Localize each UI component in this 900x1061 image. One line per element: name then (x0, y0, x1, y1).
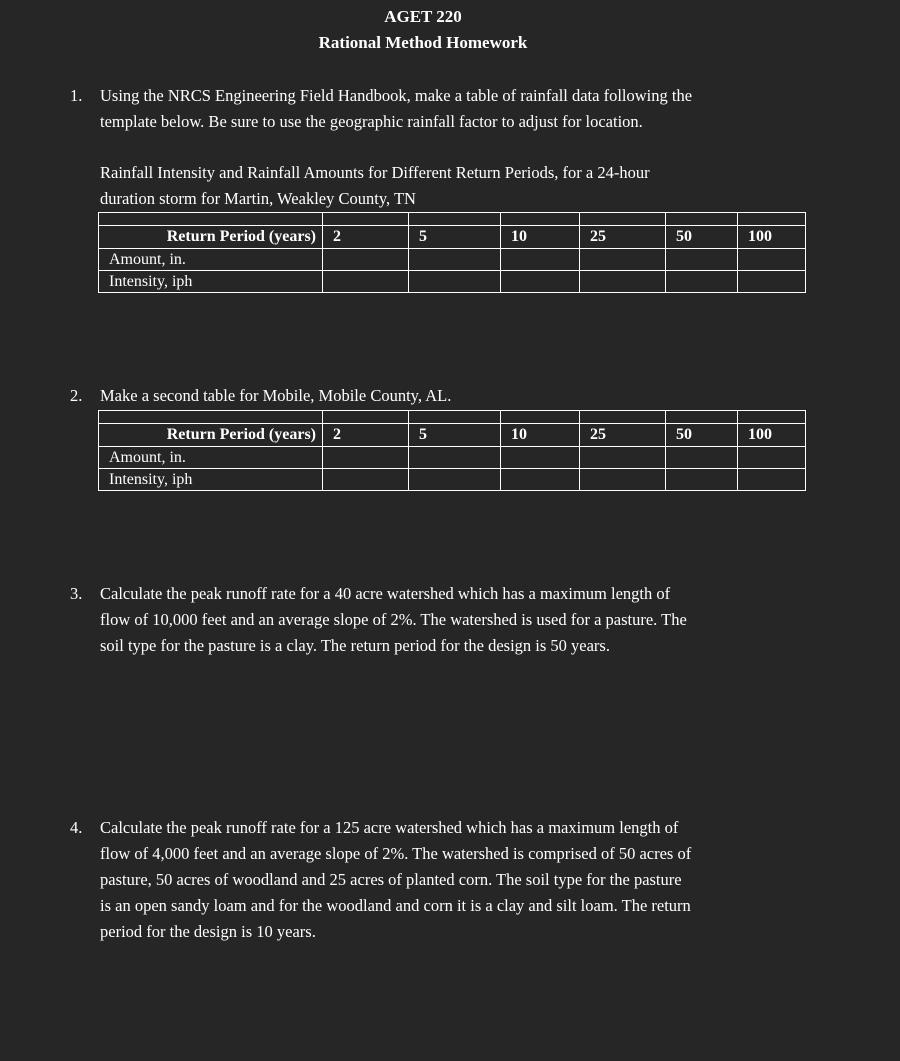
table-cell (409, 411, 501, 424)
question-4-line: period for the design is 10 years. (100, 922, 316, 941)
return-period-5: 5 (409, 226, 501, 249)
table-cell (323, 271, 409, 293)
table-header-row (99, 226, 806, 249)
rainfall-table-martin (98, 212, 806, 293)
return-period-25: 25 (580, 424, 666, 447)
table-cell (501, 469, 580, 491)
question-4-line: flow of 4,000 feet and an average slope of 2%. The watershed is comprised of 50 acres of (100, 844, 692, 863)
table-cell (738, 271, 806, 293)
return-period-5: 5 (409, 424, 501, 447)
question-4-line: Calculate the peak runoff rate for a 125 acre watershed which has a maximum length of (100, 818, 679, 837)
question-3-text (100, 581, 805, 659)
table-cell (501, 271, 580, 293)
table-cell (580, 447, 666, 469)
question-4-text (100, 815, 805, 945)
table-cell (323, 213, 409, 226)
table-cell (409, 249, 501, 271)
table-cell (501, 249, 580, 271)
question-4-number: 4. (70, 818, 83, 837)
table-row (99, 249, 806, 271)
table-cell (666, 213, 738, 226)
question-2-number: 2. (70, 386, 83, 405)
table-cell (323, 447, 409, 469)
table-1-caption (100, 160, 805, 212)
table-cell (409, 447, 501, 469)
caption-line: duration storm for Martin, Weakley County, TN (100, 189, 416, 208)
question-1-number: 1. (70, 86, 83, 105)
page-title: Rational Method Homework (318, 33, 528, 52)
return-period-header: Return Period (years) (99, 424, 323, 447)
table-cell (666, 469, 738, 491)
table-cell (666, 447, 738, 469)
return-period-50: 50 (666, 226, 738, 249)
return-period-50: 50 (666, 424, 738, 447)
question-1-line: template below. Be sure to use the geographic rainfall factor to adjust for location. (100, 112, 643, 131)
table-cell (580, 249, 666, 271)
table-spacer-row (99, 213, 806, 226)
return-period-10: 10 (501, 424, 580, 447)
return-period-100: 100 (738, 226, 806, 249)
intensity-row-label: Intensity, iph (99, 469, 323, 491)
table-cell (738, 249, 806, 271)
table-cell (409, 271, 501, 293)
rainfall-table-mobile (98, 410, 806, 491)
table-cell (580, 469, 666, 491)
table-row (99, 447, 806, 469)
return-period-2: 2 (323, 424, 409, 447)
table-cell (501, 411, 580, 424)
question-4-line: pasture, 50 acres of woodland and 25 acres of planted corn. The soil type for the pasture (100, 870, 682, 889)
table-cell (738, 411, 806, 424)
table-cell (580, 213, 666, 226)
question-4-line: is an open sandy loam and for the woodland and corn it is a clay and silt loam. The return (100, 896, 691, 915)
return-period-25: 25 (580, 226, 666, 249)
return-period-10: 10 (501, 226, 580, 249)
table-cell (666, 271, 738, 293)
table-row (99, 469, 806, 491)
table-cell (323, 469, 409, 491)
table-cell (738, 213, 806, 226)
table-cell (666, 249, 738, 271)
question-2-line: Make a second table for Mobile, Mobile County, AL. (100, 386, 452, 405)
table-cell (580, 271, 666, 293)
question-3-line: soil type for the pasture is a clay. The return period for the design is 50 years. (100, 636, 610, 655)
table-cell (501, 213, 580, 226)
table-cell (99, 411, 323, 424)
return-period-100: 100 (738, 424, 806, 447)
table-cell (323, 249, 409, 271)
table-cell (738, 469, 806, 491)
return-period-header: Return Period (years) (99, 226, 323, 249)
table-cell (738, 447, 806, 469)
table-spacer-row (99, 411, 806, 424)
table-cell (409, 213, 501, 226)
question-3-line: flow of 10,000 feet and an average slope of 2%. The watershed is used for a pasture. The (100, 610, 687, 629)
intensity-row-label: Intensity, iph (99, 271, 323, 293)
amount-row-label: Amount, in. (99, 447, 323, 469)
caption-line: Rainfall Intensity and Rainfall Amounts for Different Return Periods, for a 24-hour (100, 163, 650, 182)
question-3-number: 3. (70, 584, 83, 603)
question-2-text (100, 383, 805, 409)
table-row (99, 271, 806, 293)
course-code: AGET 220 (384, 7, 462, 26)
table-cell (580, 411, 666, 424)
table-header-row (99, 424, 806, 447)
question-3-line: Calculate the peak runoff rate for a 40 acre watershed which has a maximum length of (100, 584, 671, 603)
table-cell (409, 469, 501, 491)
table-cell (666, 411, 738, 424)
amount-row-label: Amount, in. (99, 249, 323, 271)
question-1-text (100, 83, 805, 135)
table-cell (323, 411, 409, 424)
table-cell (501, 447, 580, 469)
question-1-line: Using the NRCS Engineering Field Handbook, make a table of rainfall data following the (100, 86, 693, 105)
return-period-2: 2 (323, 226, 409, 249)
table-cell (99, 213, 323, 226)
